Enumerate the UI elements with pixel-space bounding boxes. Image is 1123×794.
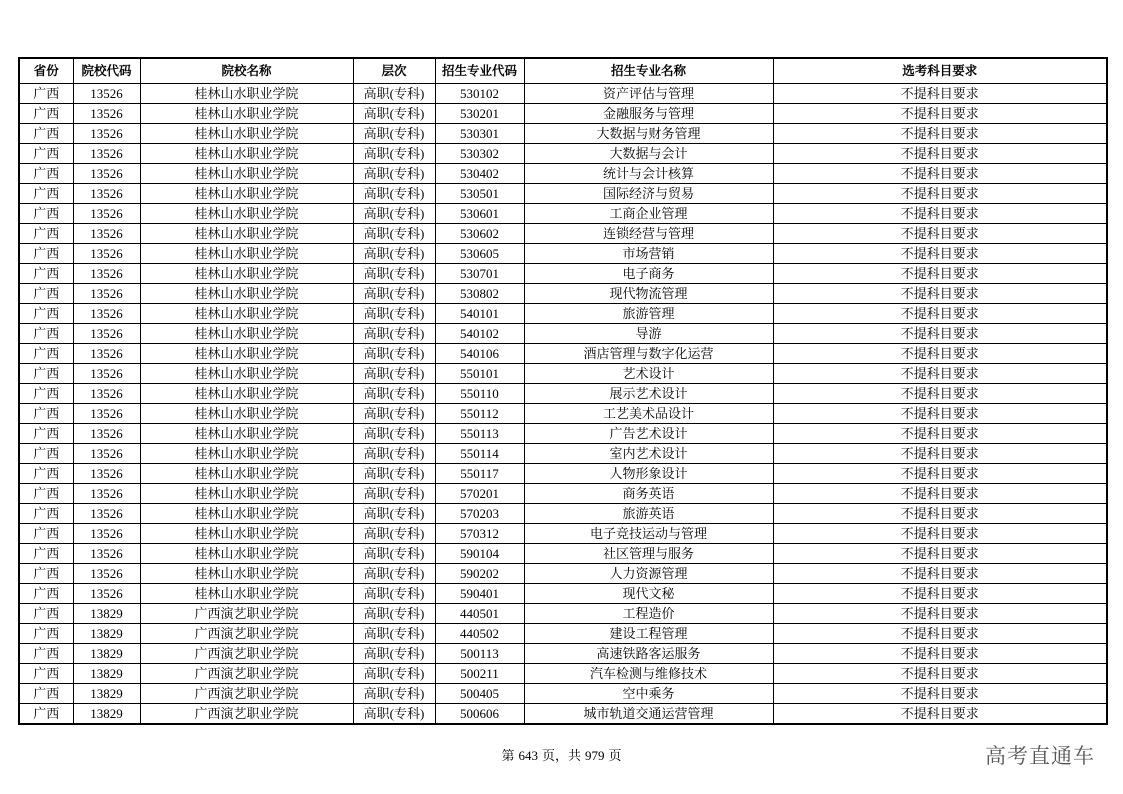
cell-level: 高职(专科) bbox=[353, 564, 435, 584]
cell-major-code: 540101 bbox=[435, 304, 524, 324]
table-row bbox=[19, 284, 1107, 304]
cell-school-name: 桂林山水职业学院 bbox=[140, 104, 353, 124]
cell-school-code: 13526 bbox=[73, 464, 140, 484]
cell-major-name: 工艺美术品设计 bbox=[524, 404, 773, 424]
cell-level: 高职(专科) bbox=[353, 704, 435, 725]
cell-major-name: 统计与会计核算 bbox=[524, 164, 773, 184]
cell-major-name: 人物形象设计 bbox=[524, 464, 773, 484]
header-major-name: 招生专业名称 bbox=[524, 58, 773, 84]
table-row bbox=[19, 624, 1107, 644]
cell-province: 广西 bbox=[19, 564, 73, 584]
cell-level: 高职(专科) bbox=[353, 584, 435, 604]
cell-major-code: 570203 bbox=[435, 504, 524, 524]
cell-school-code: 13829 bbox=[73, 684, 140, 704]
cell-province: 广西 bbox=[19, 684, 73, 704]
footer-page-number: 643 bbox=[518, 748, 538, 763]
table-row bbox=[19, 604, 1107, 624]
table-header-row bbox=[19, 58, 1107, 84]
cell-major-name: 资产评估与管理 bbox=[524, 84, 773, 104]
table-row bbox=[19, 344, 1107, 364]
cell-province: 广西 bbox=[19, 284, 73, 304]
cell-major-code: 440501 bbox=[435, 604, 524, 624]
cell-school-code: 13526 bbox=[73, 144, 140, 164]
enrollment-table bbox=[18, 57, 1108, 725]
cell-province: 广西 bbox=[19, 364, 73, 384]
cell-major-name: 社区管理与服务 bbox=[524, 544, 773, 564]
cell-school-name: 桂林山水职业学院 bbox=[140, 424, 353, 444]
cell-school-code: 13526 bbox=[73, 84, 140, 104]
footer-total-pages: 979 bbox=[585, 748, 605, 763]
cell-school-name: 桂林山水职业学院 bbox=[140, 84, 353, 104]
cell-subject-requirement: 不提科目要求 bbox=[773, 644, 1107, 664]
cell-school-name: 桂林山水职业学院 bbox=[140, 224, 353, 244]
cell-school-code: 13526 bbox=[73, 304, 140, 324]
cell-level: 高职(专科) bbox=[353, 104, 435, 124]
cell-school-name: 桂林山水职业学院 bbox=[140, 144, 353, 164]
cell-subject-requirement: 不提科目要求 bbox=[773, 144, 1107, 164]
cell-level: 高职(专科) bbox=[353, 504, 435, 524]
cell-school-name: 广西演艺职业学院 bbox=[140, 704, 353, 725]
cell-major-name: 工程造价 bbox=[524, 604, 773, 624]
cell-major-code: 550114 bbox=[435, 444, 524, 464]
cell-province: 广西 bbox=[19, 324, 73, 344]
cell-subject-requirement: 不提科目要求 bbox=[773, 684, 1107, 704]
cell-major-code: 530501 bbox=[435, 184, 524, 204]
cell-major-code: 530602 bbox=[435, 224, 524, 244]
cell-major-name: 连锁经营与管理 bbox=[524, 224, 773, 244]
cell-subject-requirement: 不提科目要求 bbox=[773, 164, 1107, 184]
cell-school-name: 桂林山水职业学院 bbox=[140, 464, 353, 484]
cell-major-code: 590202 bbox=[435, 564, 524, 584]
cell-subject-requirement: 不提科目要求 bbox=[773, 704, 1107, 725]
cell-level: 高职(专科) bbox=[353, 404, 435, 424]
footer-suffix: 页 bbox=[608, 748, 622, 763]
cell-major-name: 国际经济与贸易 bbox=[524, 184, 773, 204]
table-row bbox=[19, 664, 1107, 684]
cell-school-name: 桂林山水职业学院 bbox=[140, 264, 353, 284]
cell-school-code: 13526 bbox=[73, 204, 140, 224]
cell-major-code: 530605 bbox=[435, 244, 524, 264]
cell-major-code: 570312 bbox=[435, 524, 524, 544]
cell-school-code: 13526 bbox=[73, 544, 140, 564]
cell-school-name: 桂林山水职业学院 bbox=[140, 244, 353, 264]
cell-school-code: 13526 bbox=[73, 224, 140, 244]
table-row bbox=[19, 564, 1107, 584]
cell-major-name: 旅游英语 bbox=[524, 504, 773, 524]
table-row bbox=[19, 104, 1107, 124]
cell-major-code: 500211 bbox=[435, 664, 524, 684]
table-row bbox=[19, 204, 1107, 224]
cell-subject-requirement: 不提科目要求 bbox=[773, 324, 1107, 344]
cell-school-code: 13526 bbox=[73, 284, 140, 304]
cell-level: 高职(专科) bbox=[353, 544, 435, 564]
header-major-code: 招生专业代码 bbox=[435, 58, 524, 84]
cell-level: 高职(专科) bbox=[353, 484, 435, 504]
cell-province: 广西 bbox=[19, 144, 73, 164]
cell-subject-requirement: 不提科目要求 bbox=[773, 344, 1107, 364]
cell-school-name: 桂林山水职业学院 bbox=[140, 124, 353, 144]
header-subject-requirement: 选考科目要求 bbox=[773, 58, 1107, 84]
cell-subject-requirement: 不提科目要求 bbox=[773, 224, 1107, 244]
table-row bbox=[19, 444, 1107, 464]
cell-major-name: 高速铁路客运服务 bbox=[524, 644, 773, 664]
cell-province: 广西 bbox=[19, 124, 73, 144]
cell-major-code: 530701 bbox=[435, 264, 524, 284]
cell-school-code: 13526 bbox=[73, 244, 140, 264]
cell-major-name: 人力资源管理 bbox=[524, 564, 773, 584]
cell-major-name: 室内艺术设计 bbox=[524, 444, 773, 464]
table-row bbox=[19, 244, 1107, 264]
table-row bbox=[19, 704, 1107, 725]
cell-school-code: 13526 bbox=[73, 324, 140, 344]
cell-level: 高职(专科) bbox=[353, 444, 435, 464]
cell-level: 高职(专科) bbox=[353, 624, 435, 644]
table-row bbox=[19, 304, 1107, 324]
cell-school-name: 桂林山水职业学院 bbox=[140, 324, 353, 344]
cell-school-code: 13526 bbox=[73, 424, 140, 444]
cell-province: 广西 bbox=[19, 704, 73, 725]
cell-major-code: 500606 bbox=[435, 704, 524, 725]
cell-province: 广西 bbox=[19, 544, 73, 564]
cell-major-code: 500405 bbox=[435, 684, 524, 704]
cell-level: 高职(专科) bbox=[353, 224, 435, 244]
cell-level: 高职(专科) bbox=[353, 124, 435, 144]
cell-school-name: 桂林山水职业学院 bbox=[140, 364, 353, 384]
table-row bbox=[19, 504, 1107, 524]
cell-province: 广西 bbox=[19, 344, 73, 364]
cell-province: 广西 bbox=[19, 464, 73, 484]
cell-subject-requirement: 不提科目要求 bbox=[773, 424, 1107, 444]
table-row bbox=[19, 644, 1107, 664]
table-row bbox=[19, 184, 1107, 204]
cell-school-code: 13526 bbox=[73, 524, 140, 544]
table-row bbox=[19, 264, 1107, 284]
cell-major-code: 550112 bbox=[435, 404, 524, 424]
table-row bbox=[19, 364, 1107, 384]
table-row bbox=[19, 164, 1107, 184]
table-row bbox=[19, 464, 1107, 484]
cell-major-name: 现代物流管理 bbox=[524, 284, 773, 304]
table-row bbox=[19, 524, 1107, 544]
cell-subject-requirement: 不提科目要求 bbox=[773, 464, 1107, 484]
cell-major-code: 550117 bbox=[435, 464, 524, 484]
cell-level: 高职(专科) bbox=[353, 344, 435, 364]
cell-major-code: 590104 bbox=[435, 544, 524, 564]
table-row bbox=[19, 584, 1107, 604]
cell-province: 广西 bbox=[19, 664, 73, 684]
cell-province: 广西 bbox=[19, 384, 73, 404]
cell-school-code: 13526 bbox=[73, 364, 140, 384]
cell-major-name: 市场营销 bbox=[524, 244, 773, 264]
header-level: 层次 bbox=[353, 58, 435, 84]
cell-level: 高职(专科) bbox=[353, 184, 435, 204]
cell-subject-requirement: 不提科目要求 bbox=[773, 384, 1107, 404]
cell-school-name: 桂林山水职业学院 bbox=[140, 344, 353, 364]
cell-subject-requirement: 不提科目要求 bbox=[773, 604, 1107, 624]
header-school-code: 院校代码 bbox=[73, 58, 140, 84]
cell-major-name: 金融服务与管理 bbox=[524, 104, 773, 124]
cell-school-code: 13526 bbox=[73, 404, 140, 424]
cell-province: 广西 bbox=[19, 604, 73, 624]
cell-level: 高职(专科) bbox=[353, 164, 435, 184]
cell-major-code: 530601 bbox=[435, 204, 524, 224]
cell-level: 高职(专科) bbox=[353, 244, 435, 264]
cell-major-name: 大数据与会计 bbox=[524, 144, 773, 164]
cell-subject-requirement: 不提科目要求 bbox=[773, 564, 1107, 584]
cell-major-code: 530301 bbox=[435, 124, 524, 144]
cell-school-code: 13829 bbox=[73, 704, 140, 725]
cell-province: 广西 bbox=[19, 304, 73, 324]
cell-province: 广西 bbox=[19, 584, 73, 604]
cell-province: 广西 bbox=[19, 104, 73, 124]
table-row bbox=[19, 124, 1107, 144]
cell-school-name: 桂林山水职业学院 bbox=[140, 564, 353, 584]
cell-school-code: 13526 bbox=[73, 164, 140, 184]
page-footer bbox=[0, 745, 1123, 764]
cell-level: 高职(专科) bbox=[353, 644, 435, 664]
cell-major-name: 城市轨道交通运营管理 bbox=[524, 704, 773, 725]
table-row bbox=[19, 544, 1107, 564]
cell-school-name: 广西演艺职业学院 bbox=[140, 624, 353, 644]
cell-subject-requirement: 不提科目要求 bbox=[773, 504, 1107, 524]
cell-school-name: 广西演艺职业学院 bbox=[140, 684, 353, 704]
cell-subject-requirement: 不提科目要求 bbox=[773, 264, 1107, 284]
cell-school-name: 桂林山水职业学院 bbox=[140, 204, 353, 224]
cell-school-name: 桂林山水职业学院 bbox=[140, 284, 353, 304]
cell-school-code: 13829 bbox=[73, 664, 140, 684]
table-row bbox=[19, 324, 1107, 344]
cell-school-name: 桂林山水职业学院 bbox=[140, 584, 353, 604]
cell-subject-requirement: 不提科目要求 bbox=[773, 444, 1107, 464]
footer-mid: 页，共 bbox=[541, 748, 581, 763]
cell-major-name: 导游 bbox=[524, 324, 773, 344]
header-school-name: 院校名称 bbox=[140, 58, 353, 84]
cell-major-code: 530102 bbox=[435, 84, 524, 104]
cell-subject-requirement: 不提科目要求 bbox=[773, 124, 1107, 144]
cell-major-code: 500113 bbox=[435, 644, 524, 664]
cell-school-name: 广西演艺职业学院 bbox=[140, 664, 353, 684]
cell-school-code: 13526 bbox=[73, 444, 140, 464]
cell-major-code: 590401 bbox=[435, 584, 524, 604]
cell-major-name: 工商企业管理 bbox=[524, 204, 773, 224]
cell-school-code: 13526 bbox=[73, 584, 140, 604]
header-province: 省份 bbox=[19, 58, 73, 84]
cell-level: 高职(专科) bbox=[353, 604, 435, 624]
cell-subject-requirement: 不提科目要求 bbox=[773, 364, 1107, 384]
cell-province: 广西 bbox=[19, 524, 73, 544]
table-row bbox=[19, 84, 1107, 104]
cell-school-code: 13526 bbox=[73, 264, 140, 284]
cell-school-code: 13829 bbox=[73, 604, 140, 624]
cell-subject-requirement: 不提科目要求 bbox=[773, 404, 1107, 424]
cell-subject-requirement: 不提科目要求 bbox=[773, 84, 1107, 104]
cell-province: 广西 bbox=[19, 164, 73, 184]
cell-school-code: 13829 bbox=[73, 624, 140, 644]
cell-province: 广西 bbox=[19, 404, 73, 424]
table-row bbox=[19, 224, 1107, 244]
table-body bbox=[19, 84, 1107, 725]
cell-school-name: 桂林山水职业学院 bbox=[140, 524, 353, 544]
cell-province: 广西 bbox=[19, 444, 73, 464]
cell-major-name: 旅游管理 bbox=[524, 304, 773, 324]
cell-level: 高职(专科) bbox=[353, 144, 435, 164]
cell-province: 广西 bbox=[19, 84, 73, 104]
cell-major-code: 570201 bbox=[435, 484, 524, 504]
cell-subject-requirement: 不提科目要求 bbox=[773, 284, 1107, 304]
cell-school-name: 桂林山水职业学院 bbox=[140, 404, 353, 424]
table-row bbox=[19, 144, 1107, 164]
cell-subject-requirement: 不提科目要求 bbox=[773, 544, 1107, 564]
cell-major-code: 440502 bbox=[435, 624, 524, 644]
cell-school-code: 13526 bbox=[73, 104, 140, 124]
cell-province: 广西 bbox=[19, 224, 73, 244]
cell-subject-requirement: 不提科目要求 bbox=[773, 204, 1107, 224]
cell-school-code: 13829 bbox=[73, 644, 140, 664]
cell-major-name: 汽车检测与维修技术 bbox=[524, 664, 773, 684]
cell-subject-requirement: 不提科目要求 bbox=[773, 104, 1107, 124]
cell-school-code: 13526 bbox=[73, 384, 140, 404]
cell-subject-requirement: 不提科目要求 bbox=[773, 244, 1107, 264]
cell-major-code: 530802 bbox=[435, 284, 524, 304]
cell-major-name: 广告艺术设计 bbox=[524, 424, 773, 444]
table-row bbox=[19, 404, 1107, 424]
cell-school-name: 桂林山水职业学院 bbox=[140, 164, 353, 184]
cell-subject-requirement: 不提科目要求 bbox=[773, 304, 1107, 324]
cell-school-name: 桂林山水职业学院 bbox=[140, 484, 353, 504]
cell-major-code: 530201 bbox=[435, 104, 524, 124]
cell-major-name: 酒店管理与数字化运营 bbox=[524, 344, 773, 364]
cell-level: 高职(专科) bbox=[353, 664, 435, 684]
cell-school-code: 13526 bbox=[73, 564, 140, 584]
cell-major-name: 展示艺术设计 bbox=[524, 384, 773, 404]
cell-school-name: 广西演艺职业学院 bbox=[140, 604, 353, 624]
cell-major-code: 550101 bbox=[435, 364, 524, 384]
watermark-logo: 高考直通车 bbox=[985, 744, 1095, 768]
cell-major-name: 大数据与财务管理 bbox=[524, 124, 773, 144]
cell-level: 高职(专科) bbox=[353, 364, 435, 384]
footer-prefix: 第 bbox=[501, 748, 515, 763]
cell-province: 广西 bbox=[19, 244, 73, 264]
table-row bbox=[19, 424, 1107, 444]
cell-major-name: 电子竞技运动与管理 bbox=[524, 524, 773, 544]
cell-major-name: 商务英语 bbox=[524, 484, 773, 504]
cell-school-code: 13526 bbox=[73, 344, 140, 364]
cell-subject-requirement: 不提科目要求 bbox=[773, 664, 1107, 684]
cell-subject-requirement: 不提科目要求 bbox=[773, 484, 1107, 504]
cell-level: 高职(专科) bbox=[353, 84, 435, 104]
cell-level: 高职(专科) bbox=[353, 684, 435, 704]
table-row bbox=[19, 684, 1107, 704]
cell-level: 高职(专科) bbox=[353, 264, 435, 284]
table-row bbox=[19, 484, 1107, 504]
cell-major-code: 550110 bbox=[435, 384, 524, 404]
cell-major-code: 540106 bbox=[435, 344, 524, 364]
cell-major-code: 550113 bbox=[435, 424, 524, 444]
cell-province: 广西 bbox=[19, 204, 73, 224]
cell-level: 高职(专科) bbox=[353, 524, 435, 544]
cell-province: 广西 bbox=[19, 644, 73, 664]
cell-subject-requirement: 不提科目要求 bbox=[773, 184, 1107, 204]
cell-school-code: 13526 bbox=[73, 484, 140, 504]
cell-school-code: 13526 bbox=[73, 504, 140, 524]
cell-school-name: 桂林山水职业学院 bbox=[140, 384, 353, 404]
cell-school-code: 13526 bbox=[73, 184, 140, 204]
cell-school-name: 桂林山水职业学院 bbox=[140, 504, 353, 524]
cell-province: 广西 bbox=[19, 424, 73, 444]
cell-level: 高职(专科) bbox=[353, 424, 435, 444]
cell-school-name: 桂林山水职业学院 bbox=[140, 184, 353, 204]
cell-province: 广西 bbox=[19, 184, 73, 204]
cell-major-name: 电子商务 bbox=[524, 264, 773, 284]
cell-major-code: 540102 bbox=[435, 324, 524, 344]
cell-province: 广西 bbox=[19, 624, 73, 644]
cell-province: 广西 bbox=[19, 484, 73, 504]
cell-level: 高职(专科) bbox=[353, 464, 435, 484]
cell-level: 高职(专科) bbox=[353, 304, 435, 324]
cell-major-name: 空中乘务 bbox=[524, 684, 773, 704]
cell-major-code: 530402 bbox=[435, 164, 524, 184]
cell-level: 高职(专科) bbox=[353, 204, 435, 224]
cell-school-name: 桂林山水职业学院 bbox=[140, 444, 353, 464]
cell-school-code: 13526 bbox=[73, 124, 140, 144]
cell-province: 广西 bbox=[19, 504, 73, 524]
cell-subject-requirement: 不提科目要求 bbox=[773, 624, 1107, 644]
cell-major-name: 现代文秘 bbox=[524, 584, 773, 604]
cell-major-code: 530302 bbox=[435, 144, 524, 164]
cell-level: 高职(专科) bbox=[353, 324, 435, 344]
cell-subject-requirement: 不提科目要求 bbox=[773, 524, 1107, 544]
cell-school-name: 广西演艺职业学院 bbox=[140, 644, 353, 664]
cell-school-name: 桂林山水职业学院 bbox=[140, 304, 353, 324]
cell-school-name: 桂林山水职业学院 bbox=[140, 544, 353, 564]
cell-subject-requirement: 不提科目要求 bbox=[773, 584, 1107, 604]
cell-major-name: 建设工程管理 bbox=[524, 624, 773, 644]
cell-level: 高职(专科) bbox=[353, 384, 435, 404]
table-row bbox=[19, 384, 1107, 404]
cell-province: 广西 bbox=[19, 264, 73, 284]
cell-level: 高职(专科) bbox=[353, 284, 435, 304]
cell-major-name: 艺术设计 bbox=[524, 364, 773, 384]
